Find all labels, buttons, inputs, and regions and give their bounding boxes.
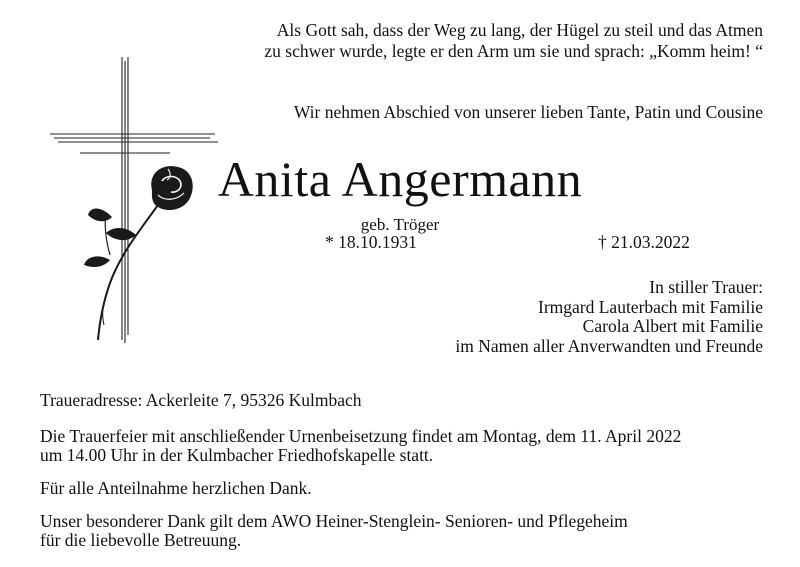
funeral-info-line-1: Die Trauerfeier mit anschließender Urnenbeisetzung findet am Montag, dem 11. April 2022 bbox=[40, 426, 682, 446]
death-date: † 21.03.2022 bbox=[598, 232, 690, 252]
mourners-block bbox=[455, 278, 763, 356]
quote-line-2: zu schwer wurde, legte er den Arm um sie und sprach: „Komm heim! “ bbox=[264, 41, 763, 61]
funeral-info-line-2: um 14.00 Uhr in der Kulmbacher Friedhofskapelle statt. bbox=[40, 445, 434, 465]
farewell-intro: Wir nehmen Abschied von unserer lieben Tante, Patin und Cousine bbox=[293, 102, 763, 122]
birth-name: geb. Tröger bbox=[360, 215, 440, 234]
special-thanks-line-1: Unser besonderer Dank gilt dem AWO Heiner-Stenglein- Senioren- und Pflegeheim bbox=[40, 511, 628, 531]
mourners-heading: In stiller Trauer: bbox=[649, 277, 763, 297]
deceased-name: Anita Angermann bbox=[217, 151, 583, 207]
thanks-line: Für alle Anteilnahme herzlichen Dank. bbox=[40, 478, 312, 498]
mourner-line: im Namen aller Anverwandten und Freunde bbox=[455, 335, 763, 356]
mourner-line: Carola Albert mit Familie bbox=[582, 316, 763, 337]
mourning-address: Traueradresse: Ackerleite 7, 95326 Kulmbach bbox=[40, 390, 362, 410]
quote-line-1: Als Gott sah, dass der Weg zu lang, der Hügel zu steil und das Atmen bbox=[276, 20, 763, 40]
mourner-line: Irmgard Lauterbach mit Familie bbox=[538, 296, 763, 317]
birth-date: * 18.10.1931 bbox=[325, 232, 417, 252]
special-thanks-line-2: für die liebevolle Betreuung. bbox=[40, 530, 242, 550]
funeral-info bbox=[40, 427, 681, 465]
special-thanks bbox=[40, 512, 628, 550]
